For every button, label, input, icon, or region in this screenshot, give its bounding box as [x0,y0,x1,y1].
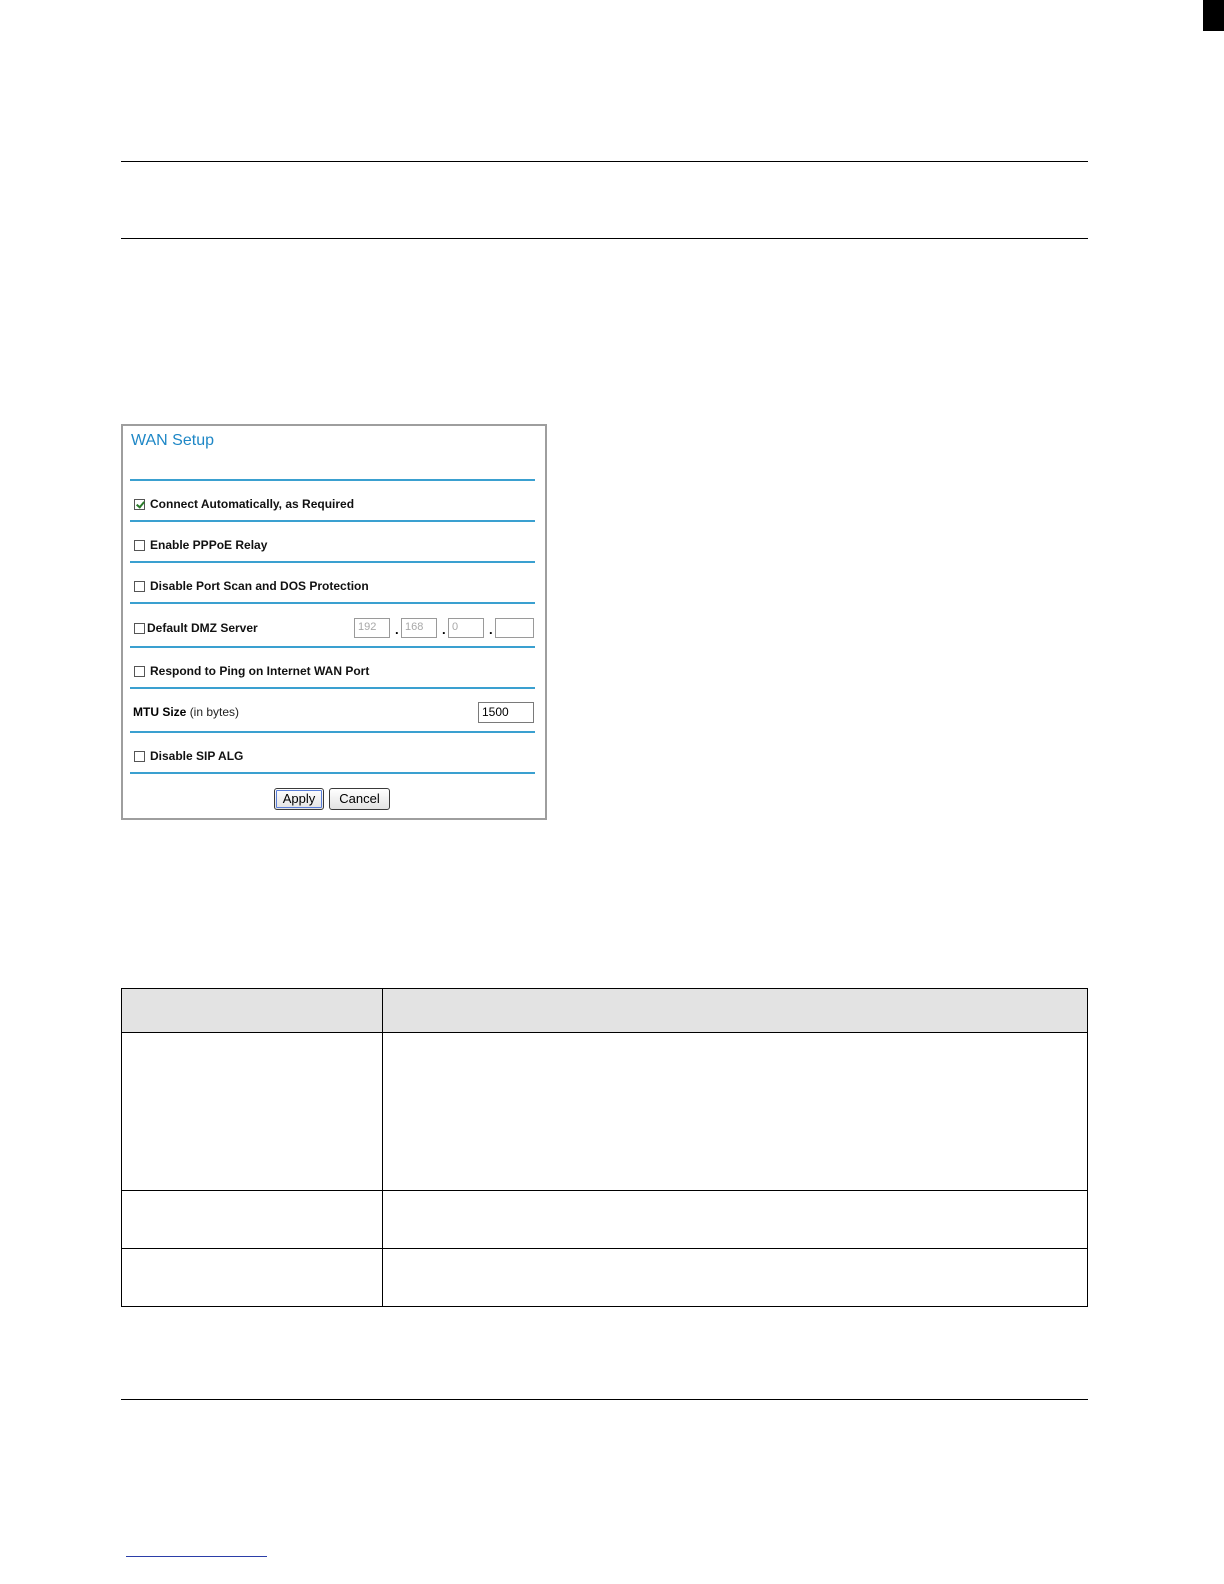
footer-link[interactable] [126,1556,267,1557]
ip-dot: . [395,622,399,637]
ip-dot: . [489,622,493,637]
header-rule-bottom [121,238,1088,239]
mtu-hint: (in bytes) [189,705,240,719]
panel-title: WAN Setup [131,432,214,449]
table-cell [122,1191,383,1249]
option-disable-sip-alg[interactable] [134,748,243,764]
option-label: Disable Port Scan and DOS Protection [150,579,369,593]
option-label: Disable SIP ALG [150,749,244,763]
table-row [122,1249,1088,1307]
table-cell [383,1249,1088,1307]
mtu-size-label [133,705,239,719]
checkbox-disable-sip-alg[interactable] [134,751,145,762]
dmz-ip-octet-3[interactable]: 0 [448,618,484,638]
option-default-dmz-server[interactable] [134,620,258,636]
checkbox-connect-automatically[interactable] [134,499,145,510]
option-label: Connect Automatically, as Required [150,497,355,511]
separator [130,772,535,774]
dmz-ip-octet-2[interactable]: 168 [401,618,437,638]
option-label: Respond to Ping on Internet WAN Port [150,664,370,678]
ip-dot: . [442,622,446,637]
table-header-cell [383,989,1088,1033]
mtu-label-text: MTU Size [133,705,187,719]
option-disable-port-scan[interactable] [134,578,369,594]
table-cell [383,1191,1088,1249]
dmz-ip-octet-4[interactable] [495,618,534,638]
table-cell [383,1033,1088,1191]
settings-table [121,988,1088,1307]
separator [130,731,535,733]
header-rule-top [121,161,1088,162]
separator [130,687,535,689]
option-label: Default DMZ Server [147,621,258,635]
table-row [122,1033,1088,1191]
checkbox-default-dmz-server[interactable] [134,623,145,634]
checkbox-disable-port-scan[interactable] [134,581,145,592]
separator [130,520,535,522]
cancel-button[interactable]: Cancel [329,788,390,810]
separator [130,479,535,481]
table-header-cell [122,989,383,1033]
option-connect-automatically[interactable] [134,496,354,512]
separator [130,561,535,563]
option-enable-pppoe-relay[interactable] [134,537,267,553]
option-respond-to-ping[interactable] [134,663,369,679]
checkbox-enable-pppoe-relay[interactable] [134,540,145,551]
table-header-row [122,989,1088,1033]
option-label: Enable PPPoE Relay [150,538,268,552]
apply-button[interactable]: Apply [274,788,324,810]
separator [130,646,535,648]
mtu-size-input[interactable]: 1500 [478,702,534,723]
table-row [122,1191,1088,1249]
footer-rule [121,1399,1088,1400]
wan-setup-panel [121,424,547,820]
page-edge-mark [1203,0,1224,31]
dmz-ip-octet-1[interactable]: 192 [354,618,390,638]
checkbox-respond-to-ping[interactable] [134,666,145,677]
table-cell [122,1033,383,1191]
table-cell [122,1249,383,1307]
separator [130,602,535,604]
